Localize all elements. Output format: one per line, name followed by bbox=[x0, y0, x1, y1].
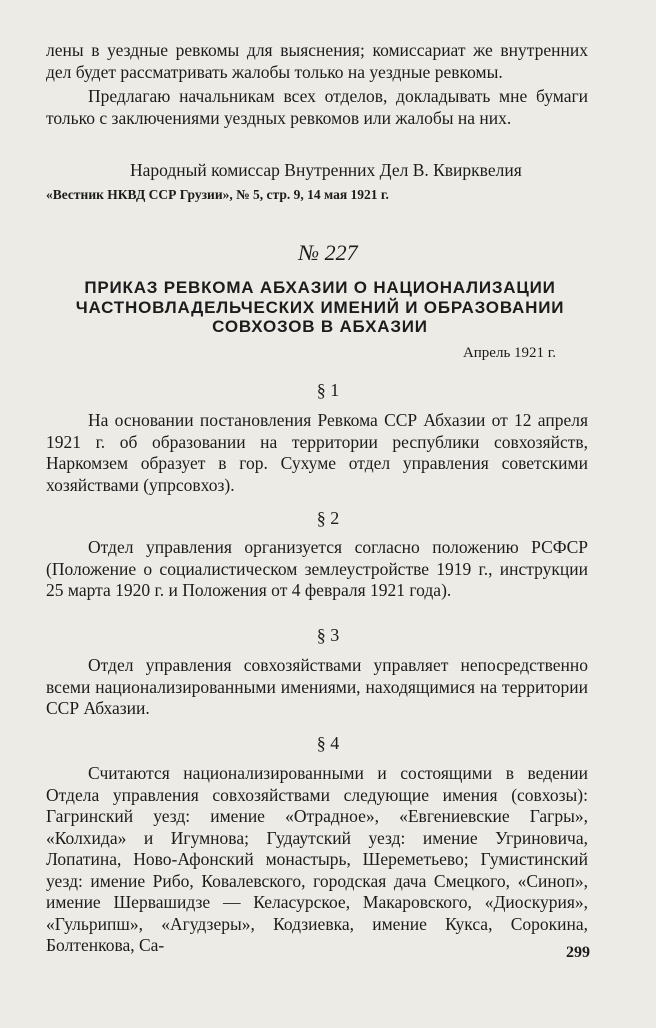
page-number: 299 bbox=[566, 944, 590, 961]
continuation-paragraph: лены в уездные ревкомы для выяснения; комиссариат же внутренних дел будет рассматривать жалобы только на уездные ревкомы. bbox=[46, 40, 588, 82]
section-heading-1: § 1 bbox=[316, 380, 340, 400]
section-2 bbox=[46, 537, 588, 602]
title-line: СОВХОЗОВ В АБХАЗИИ bbox=[212, 317, 428, 336]
title-line: ПРИКАЗ РЕВКОМА АБХАЗИИ О НАЦИОНАЛИЗАЦИИ bbox=[84, 278, 556, 297]
section-text-3: Отдел управления совхозяйствами управляет непосредственно всеми национализированными имениями, находящимися на территории ССР Абхазии. bbox=[46, 655, 588, 718]
title-line: ЧАСТНОВЛАДЕЛЬЧЕСКИХ ИМЕНИЙ И ОБРАЗОВАНИИ bbox=[75, 297, 565, 317]
section-4 bbox=[46, 763, 588, 957]
section-heading-4: § 4 bbox=[316, 733, 340, 753]
document-date: Апрель 1921 г. bbox=[462, 345, 556, 361]
section-3 bbox=[46, 655, 588, 720]
section-heading-3: § 3 bbox=[316, 625, 340, 645]
section-text-1: На основании постановления Ревкома ССР Абхазии от 12 апреля 1921 г. об образовании на территории республики совхозяйств, Наркомзем образует в гор. Сухуме отдел управления советскими хозяйствами (упрсовхоз). bbox=[46, 410, 588, 495]
source-citation: «Вестник НКВД ССР Грузии», № 5, стр. 9, 14 мая 1921 г. bbox=[46, 187, 389, 202]
document-title bbox=[40, 278, 600, 337]
document-number: № 227 bbox=[298, 240, 358, 265]
section-text-4: Считаются национализированными и состоящими в ведении Отдела управления совхозяйствами следующие имения (совхозы): Гагринский уезд: имение «Отрадное», «Евгениевские Гагры», «Колхида» и Игумнова; Гудаутский уезд: имение Угриновича, Лопатина, Ново-Афонский монастырь, Шереметьево; Гумистинский уезд: имение Рибо, Ковалевского, городская дача Смецкого, «Синоп», имение Шервашидзе — Келасурское, Макаровского, «Диоскурия», «Гульрипш», «Агудзеры», Кодзиевка, имение Кукса, Сорокина, Болтенкова, Са- bbox=[46, 763, 588, 955]
officers-paragraph: Предлагаю начальникам всех отделов, докладывать мне бумаги только с заключениями уездных ревкомов или жалобы на них. bbox=[46, 86, 588, 128]
section-heading-2: § 2 bbox=[316, 508, 340, 528]
signature: Народный комиссар Внутренних Дел В. Квирквелия bbox=[130, 160, 522, 180]
continuation-block bbox=[46, 40, 588, 129]
section-text-2: Отдел управления организуется согласно положению РСФСР (Положение о социалистическом землеустройстве 1919 г., инструкции 25 марта 1920 г. и Положения от 4 февраля 1921 года). bbox=[46, 537, 588, 600]
section-1 bbox=[46, 410, 588, 496]
